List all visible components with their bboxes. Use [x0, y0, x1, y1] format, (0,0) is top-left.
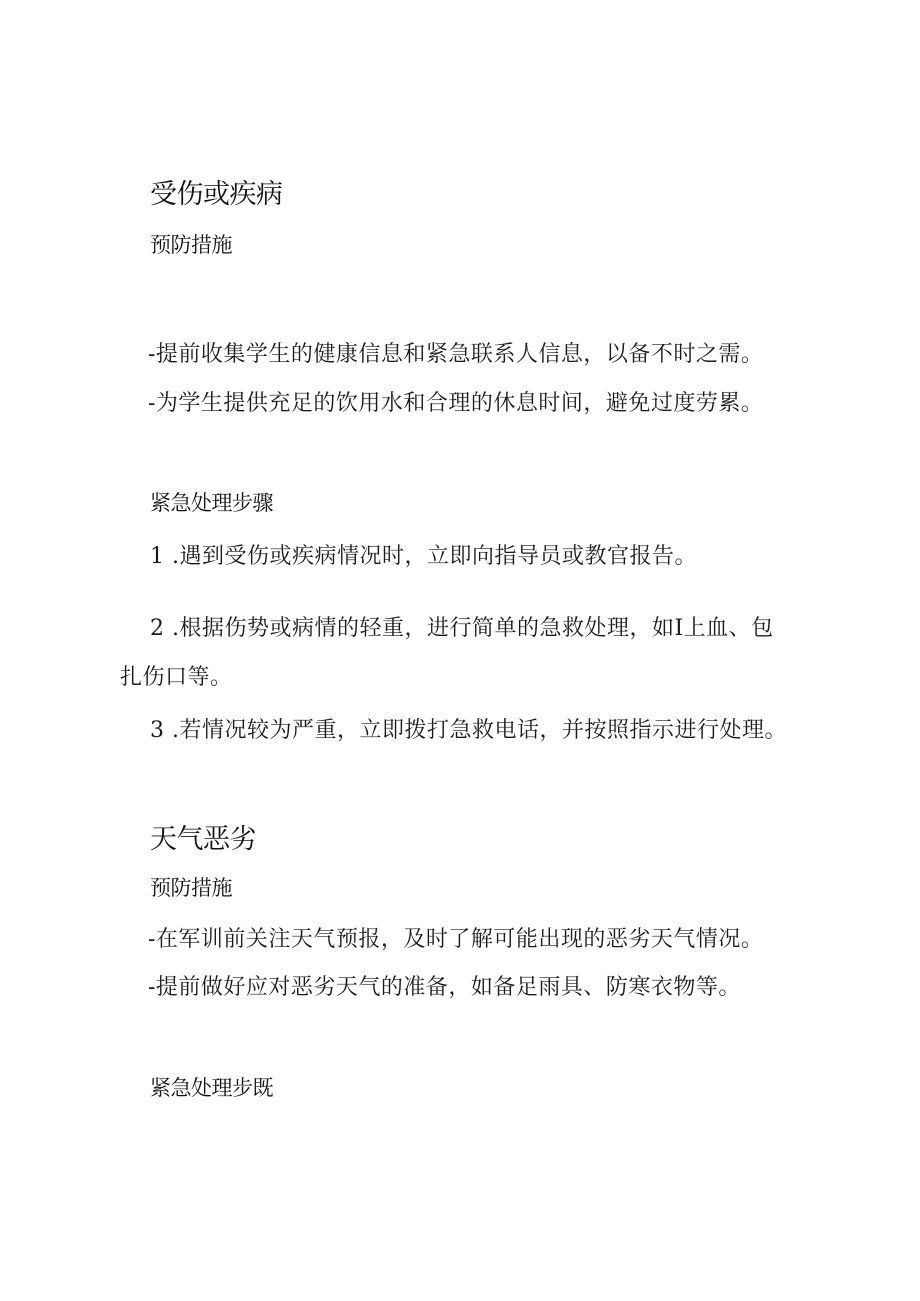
- prevention-item: -提前收集学生的健康信息和紧急联系人信息，以备不时之需。: [148, 342, 764, 367]
- section-title-weather: 天气恶劣: [150, 824, 256, 855]
- prevention-item: -在军训前关注天气预报，及时了解可能出现的恶劣天气情况。: [148, 927, 764, 952]
- emergency-step-continuation: 扎伤口等。: [120, 665, 233, 690]
- prevention-heading: 预防措施: [150, 876, 232, 900]
- emergency-step: 3 .若情况较为严重，立即拨打急救电话，并按照指示进行处理。: [150, 718, 787, 743]
- prevention-item: -为学生提供充足的饮用水和合理的休息时间，避免过度劳累。: [148, 391, 764, 416]
- prevention-heading: 预防措施: [150, 233, 232, 257]
- prevention-item: -提前做好应对恶劣天气的准备，如备足雨具、防寒衣物等。: [148, 975, 741, 1000]
- emergency-step: 1 .遇到受伤或疾病情况时，立即向指导员或教官报告。: [150, 544, 697, 569]
- emergency-step: 2 .根据伤势或病情的轻重，进行简单的急救处理，如I上血、包: [150, 616, 774, 641]
- section-title-injury: 受伤或疾病: [150, 179, 283, 210]
- emergency-heading: 紧急处理步既: [150, 1076, 273, 1100]
- emergency-heading: 紧急处理步骤: [150, 491, 273, 515]
